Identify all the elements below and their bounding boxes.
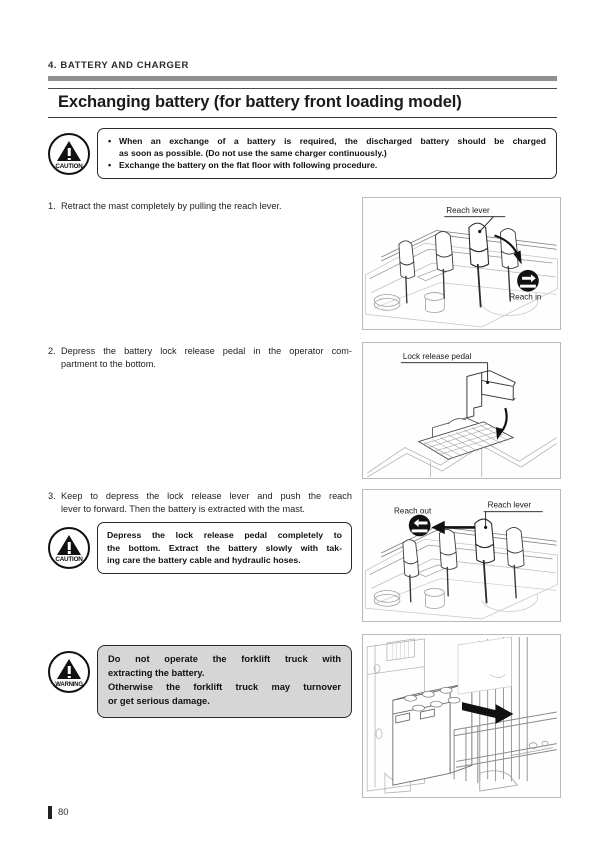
- chapter-header: 4. BATTERY AND CHARGER: [48, 60, 189, 71]
- step-3: [48, 490, 352, 517]
- figure-1-label-reach-lever: Reach lever: [446, 205, 490, 215]
- title-rule-bottom: [48, 117, 557, 118]
- warning-line-1: Do not operate the forklift truck with: [108, 654, 341, 664]
- caution-bullet-1-line-1: • When an exchange of a battery is required, the discharged battery should be charged: [119, 136, 546, 146]
- reach-in-badge: [517, 270, 539, 292]
- caution-icon-label: CAUTION: [55, 556, 83, 564]
- page-title-block: [48, 88, 557, 118]
- step-3-text: [48, 490, 352, 517]
- footer-bar: [48, 806, 52, 819]
- exclamation-bar: [68, 148, 71, 156]
- step-2-line-2: partment to the bottom.: [61, 359, 156, 370]
- caution-bullet-item: [108, 159, 546, 171]
- warning-line-3: Otherwise the forklift truck may turnover: [108, 681, 341, 692]
- caution-bullet-list: [108, 135, 546, 172]
- warning-icon: [48, 651, 90, 693]
- figure-reach-lever-pull: [362, 197, 561, 330]
- reach-out-badge: [409, 515, 431, 537]
- caution-icon: [48, 527, 90, 569]
- warning-notice: [48, 645, 352, 718]
- exclamation-bar: [68, 666, 71, 674]
- exclamation-dot: [68, 158, 71, 161]
- caution-bullet-2-line-1: • Exchange the battery on the flat floor with following procedure.: [119, 160, 378, 171]
- figure-2-label-lock-release-pedal: Lock release pedal: [402, 351, 472, 361]
- caution-bullet-item: [108, 135, 546, 159]
- step-2-number: 2.: [48, 346, 56, 356]
- step-1-body: Retract the mast completely by pulling the reach lever.: [61, 201, 282, 211]
- caution-notice-top: [48, 128, 557, 179]
- caution-step-3-box: [97, 522, 352, 574]
- header-rule: [48, 76, 557, 81]
- exclamation-dot: [68, 676, 71, 679]
- step-1-text: [48, 200, 352, 213]
- figure-3-label-reach-lever: Reach lever: [487, 500, 532, 510]
- exclamation-dot: [68, 551, 71, 554]
- figure-3-label-reach-out: Reach out: [394, 506, 432, 516]
- caution-icon: [48, 133, 90, 175]
- caution-step-3-line-2: the bottom. Extract the battery slowly with tak-: [107, 542, 342, 553]
- figure-lock-release-pedal: [362, 342, 561, 479]
- caution-icon-label: CAUTION: [55, 162, 83, 170]
- caution-step-3-line-3: ing care the battery cable and hydraulic hoses.: [107, 555, 301, 566]
- step-3-line-2: lever to forward. Then the battery is extracted with the mast.: [61, 504, 305, 515]
- caution-bullet-1-line-2: as soon as possible. (Do not use the same charger continuously.): [119, 148, 387, 159]
- warning-line-2: extracting the battery.: [108, 667, 205, 678]
- figure-battery-extraction: [362, 634, 561, 798]
- step-2-text: [48, 345, 352, 372]
- warning-icon-label: WARNING: [55, 681, 83, 688]
- step-2: [48, 345, 352, 372]
- exclamation-bar: [68, 542, 71, 550]
- step-3-line-1: Keep to depress the lock release lever and push the reach: [61, 491, 352, 501]
- page-number: 80: [58, 807, 69, 818]
- caution-step-3-line-1: Depress the lock release pedal completely to: [107, 530, 342, 540]
- page-title: Exchanging battery (for battery front loading model): [58, 93, 462, 111]
- caution-notice-box: [97, 128, 557, 179]
- step-1: [48, 200, 352, 213]
- figure-reach-lever-push: [362, 489, 561, 622]
- step-3-number: 3.: [48, 491, 56, 501]
- figure-1-label-reach-in: Reach in: [509, 292, 542, 302]
- step-1-number: 1.: [48, 201, 56, 211]
- caution-notice-step-3: [48, 522, 352, 574]
- step-2-line-1: Depress the battery lock release pedal in the operator com-: [61, 346, 352, 356]
- warning-line-4: or get serious damage.: [108, 695, 210, 706]
- page-footer: [48, 806, 69, 819]
- warning-notice-box: [97, 645, 352, 718]
